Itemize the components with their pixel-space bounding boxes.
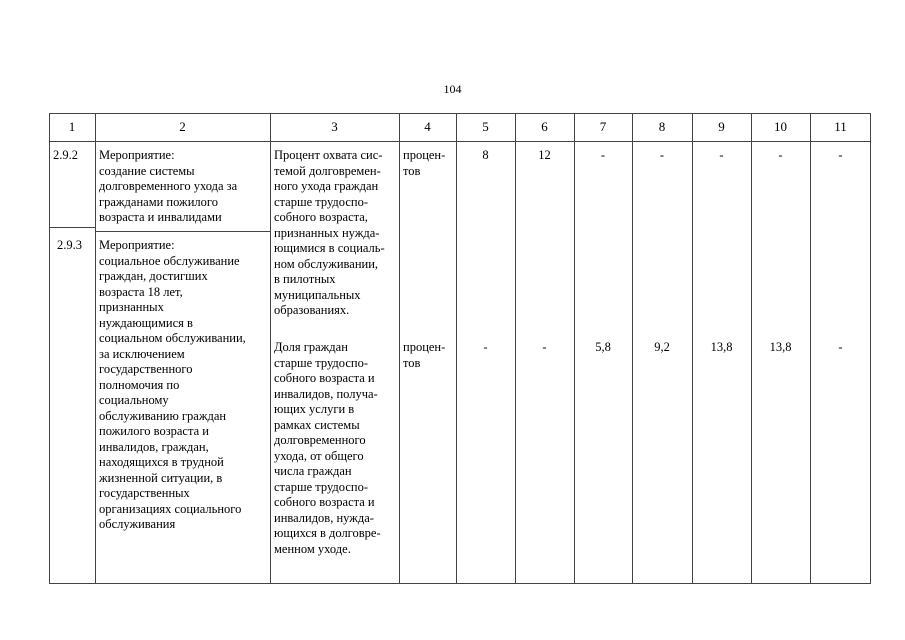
column-divider <box>95 113 96 584</box>
header-cell: 11 <box>834 119 847 134</box>
unit-label: процен- тов <box>403 148 446 178</box>
header-cell: 9 <box>718 119 725 134</box>
header-cell: 4 <box>424 119 431 134</box>
header-cell: 8 <box>658 119 666 134</box>
value-cell: - <box>838 340 843 354</box>
column-divider <box>399 113 400 584</box>
value-cell: 8 <box>482 148 489 162</box>
header-cell: 6 <box>541 119 548 134</box>
header-cell: 2 <box>179 119 186 134</box>
row-number: 2.9.3 <box>57 238 82 252</box>
row-number: 2.9.2 <box>53 148 78 162</box>
value-cell: - <box>719 148 724 162</box>
value-cell: 13,8 <box>710 340 733 354</box>
value-cell: - <box>483 340 488 354</box>
indicator-description: Процент охвата сис- темой долговремен- ного ухода граждан старше трудоспо- собного возраста, признанных нужда- ющимися в социаль- ном обслуживании, в пилотных муниципальных образованиях. <box>274 148 385 317</box>
page-number: 104 <box>443 82 462 96</box>
indicator-description: Доля граждан старше трудоспо- собного возраста и инвалидов, получа- ющих услуги в рамках системы долговременного ухода, от общего числа граждан старше трудоспо- собного возраста и инвалидов, нужда- ющихся в долговре- менном уходе. <box>274 340 381 556</box>
header-cell: 7 <box>599 119 607 134</box>
header-divider <box>49 141 871 142</box>
value-cell: - <box>600 148 606 162</box>
indicators-table <box>49 113 871 584</box>
header-cell: 10 <box>774 119 787 134</box>
header-cell: 3 <box>331 119 338 134</box>
row-divider <box>49 227 95 228</box>
value-cell: 5,8 <box>595 340 611 354</box>
column-divider <box>270 113 271 584</box>
value-cell: 13,8 <box>769 340 792 354</box>
unit-label: процен- тов <box>403 340 446 370</box>
value-cell: - <box>659 148 665 162</box>
row-divider <box>95 231 270 232</box>
value-cell: - <box>542 340 547 354</box>
value-cell: - <box>778 148 783 162</box>
header-cell: 1 <box>68 119 76 134</box>
value-cell: - <box>838 148 843 162</box>
value-cell: 12 <box>538 148 551 162</box>
event-description: Мероприятие: социальное обслуживание граждан, достигших возраста 18 лет, признанных нуждающимися в социальном обслуживании, за исключением государственного полномочия по социальному обслуживанию граждан пожилого возраста и инвалидов, граждан, находящихся в трудной жизненной ситуации, в государственных организациях социального обслуживания <box>99 238 246 531</box>
value-cell: 9,2 <box>654 340 670 354</box>
event-description: Мероприятие: создание системы долговременного ухода за гражданами пожилого возраста и инвалидами <box>99 148 238 224</box>
header-cell: 5 <box>482 119 489 134</box>
